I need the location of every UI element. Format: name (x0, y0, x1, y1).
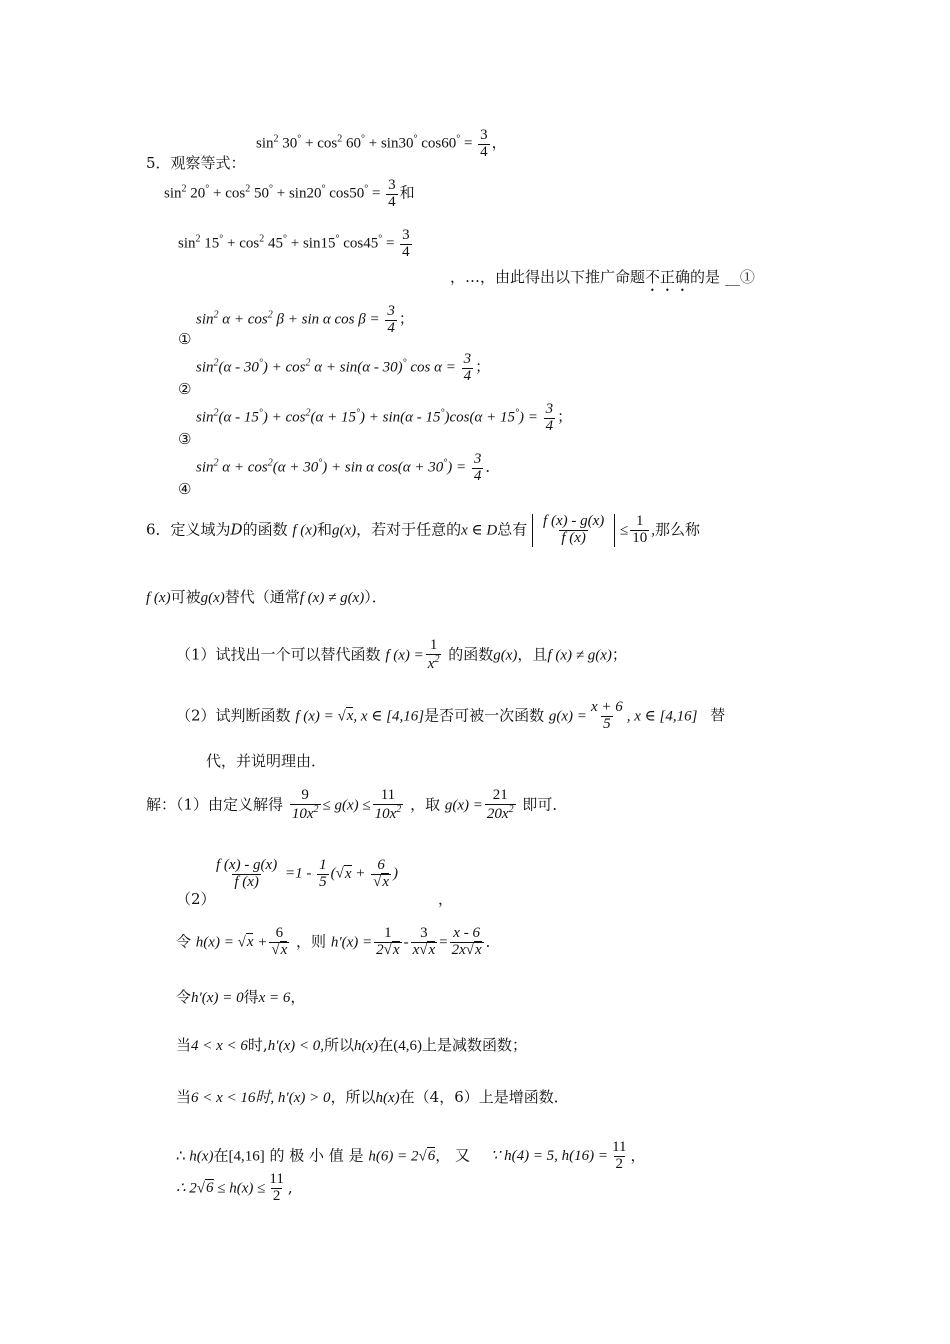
q5-prompt: ，…，由此得出以下推广命题不正确的是 __① (450, 268, 755, 286)
sol-decreasing: 当4 < x < 6时,h′(x) < 0,所以h(x)在(4,6)上是减数函数； (176, 1036, 527, 1054)
q5-option-2-label: ② (178, 380, 192, 398)
sol-minimum: ∴ h(x)在[4,16] 的 极 小 值 是 h(6) = 2√6， 又 ∵ h(4) = 5, h(16) = $\frac{11}{2}$ ， (176, 1139, 646, 1172)
q5-option-1: $\sin^2 \alpha + \cos^2 \beta + \sin \alpha$ cos β = $\frac{3}{4}$ ； (196, 303, 414, 336)
sol-range: ∴ 2√6 ≤ h(x) ≤ $\frac{11}{2}$ , (176, 1171, 293, 1204)
q5-emphasis: 不正确 (645, 268, 691, 286)
sol-critical: 令h′(x) = 0得x = 6， (176, 988, 306, 1006)
q5-eq2: $\sin^2 20^\circ + \cos^2 50^\circ + \sin 20^\circ$ cos50° = $\frac{3}{4}$ 和 (164, 177, 415, 210)
q5-answer: __① (724, 268, 755, 286)
q5-option-4: $\sin^2 \alpha + \cos^2(\alpha + 30^\circ) + \sin \alpha$ cos(α + 30°) = $\frac{3}{4}$ ． (196, 451, 501, 484)
q5-option-2: $\sin^2(\alpha - 30^\circ) + \cos^2 \alpha + \sin(\alpha - 30)^\circ$ cos α = $\frac{3}{4}$ ； (196, 351, 491, 384)
q5-option-4-label: ④ (178, 480, 192, 498)
q5-eq3: $\sin^2 15^\circ + \cos^2 45^\circ + \sin 15^\circ$ cos45° = $\frac{3}{4}$ (178, 227, 410, 260)
sol-part1: 解：（1）由定义解得 $\frac{9}{10x^2}$ ≤ g(x) ≤ $\frac{11}{10x^2}$ ，取 g(x) = $\frac{21}{20x^2}$ 即可． (146, 787, 568, 822)
sol-h-def: 令 h(x) = √x + $\frac{6}{√x}$ ，则 h′(x) = $\frac{1}{2√x}$ - $\frac{3}{x√x}$ = $\frac{x - 6}{2x√x}$ ． (176, 925, 501, 958)
q5-and: 和 (399, 185, 415, 202)
sol-part2-label: （2） ， (176, 890, 454, 908)
q6-line1: 6．定义域为D的函数 f (x)和g(x)，若对于任意的x ∈ D总有 $\frac{f (x) - g(x)}{f (x)}$ ≤ $\frac{1}{10}$ ,那么称 (146, 513, 701, 546)
q6-part2-cont: 代，并说明理由． (206, 752, 327, 770)
q5-option-3-label: ③ (178, 430, 192, 448)
q6-line2: f (x)可被g(x)替代（通常f (x) ≠ g(x)）． (146, 588, 387, 606)
q5-eq1: $\sin^2 30^\circ + \cos^2 60^\circ + \sin 30^\circ$ cos60° = $\frac{3}{4}$ ， (256, 127, 507, 160)
q5-option-1-label: ① (178, 330, 192, 348)
q5-option-3: $\sin^2(\alpha - 15^\circ) + \cos^2(\alpha + 15^\circ) + \sin(\alpha - 15^\circ)\cos(\alpha + 15^\circ)$ = $\frac{3}{4}$ ； (196, 401, 573, 434)
q6-part1: （1）试找出一个可以替代函数 f (x) = $\frac{1}{x^2}$ 的函数g(x)，且f (x) ≠ g(x)； (176, 637, 627, 672)
q5-label: 5．观察等式： (146, 154, 246, 172)
sol-increasing: 当6 < x < 16时, h′(x) > 0，所以h(x)在（4，6）上是增函数． (176, 1088, 569, 1106)
q6-part2: （2）试判断函数 f (x) = √x, x ∈ [4,16]是否可被一次函数 g(x) = $\frac{x + 6}{5}$ , x ∈ [4,16] 替 (176, 699, 726, 732)
sol-part2-eq: $\frac{f (x) - g(x)}{f (x)}$ =1 - $\frac{1}{5}$ (√x + $\frac{6}{√x}$ ) (216, 857, 399, 890)
